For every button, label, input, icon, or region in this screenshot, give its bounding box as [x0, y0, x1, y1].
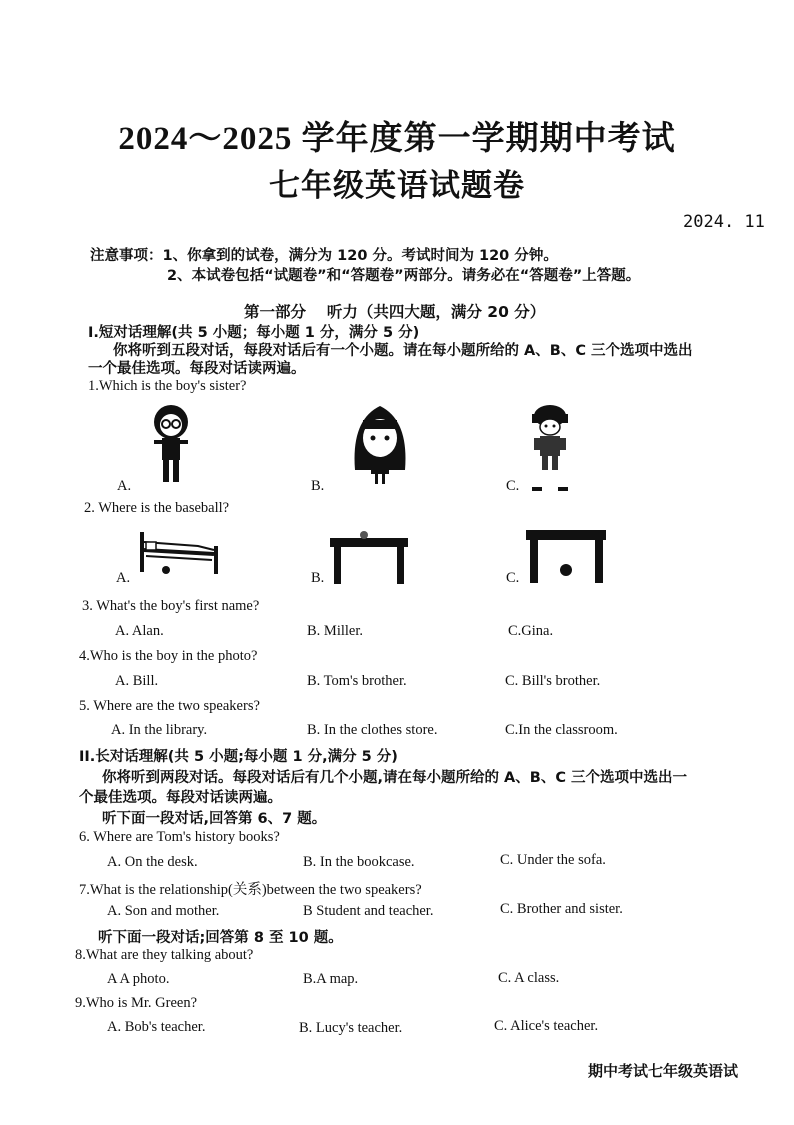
q9-option-b: B. Lucy's teacher. — [299, 1020, 403, 1036]
section2-instruction-2: 个最佳选项。每段对话读两遍。 — [79, 790, 282, 806]
girl-long-hair-picture — [349, 400, 411, 486]
question-6: 6. Where are Tom's history books? — [79, 829, 280, 845]
q6-option-b: B. In the bookcase. — [303, 854, 415, 870]
dialog-1-heading: 听下面一段对话,回答第 6、7 题。 — [102, 811, 327, 827]
q5-option-a: A. In the library. — [111, 722, 208, 738]
q5-option-b: B. In the clothes store. — [307, 722, 438, 738]
section1-heading: I.短对话理解(共 5 小题；每小题 1 分，满分 5 分) — [88, 325, 420, 341]
boy-with-glasses-picture — [146, 402, 196, 488]
section1-instruction-1: 你将听到五段对话，每段对话后有一个小题。请在每小题所给的 A、B、C 三个选项中选出 — [113, 343, 693, 359]
page-footer: 期中考试七年级英语试 — [588, 1062, 739, 1080]
question-5: 5. Where are the two speakers? — [79, 698, 260, 714]
exam-subtitle: 七年级英语试题卷 — [269, 168, 525, 203]
question-3: 3. What's the boy's first name? — [82, 598, 260, 614]
q1-option-c: C. — [506, 478, 520, 494]
q3-option-c: C.Gina. — [508, 623, 554, 639]
q2-option-a: A. — [116, 570, 131, 586]
small-child-picture — [522, 404, 578, 476]
q7-option-c: C. Brother and sister. — [500, 901, 623, 917]
part1-heading: 第一部分 听力（共四大题，满分 20 分） — [244, 303, 546, 321]
q1-option-b: B. — [311, 478, 325, 494]
q3-option-a: A. Alan. — [115, 623, 164, 639]
section2-instruction-1: 你将听到两段对话。每段对话后有几个小题,请在每小题所给的 A、B、C 三个选项中选出一 — [102, 770, 688, 786]
q9-option-c: C. Alice's teacher. — [494, 1018, 599, 1034]
q4-option-a: A. Bill. — [115, 673, 159, 689]
notice-line-2: 2、本试卷包括“试题卷”和“答题卷”两部分。请务必在“答题卷”上答题。 — [167, 268, 641, 284]
q9-option-a: A. Bob's teacher. — [107, 1019, 206, 1035]
q8-option-a: A A photo. — [107, 971, 170, 987]
dialog-2-heading: 听下面一段对话;回答第 8 至 10 题。 — [98, 930, 343, 946]
q5-option-c: C.In the classroom. — [505, 722, 618, 738]
table-with-ball-on-top-picture — [328, 530, 410, 586]
q2-option-c: C. — [506, 570, 520, 586]
shoes-mark — [532, 486, 572, 492]
question-4: 4.Who is the boy in the photo? — [79, 648, 258, 664]
exam-title: 2024～2025 学年度第一学期期中考试 — [118, 121, 676, 157]
q7-option-a: A. Son and mother. — [107, 903, 220, 919]
notice-line-1: 注意事项：1、你拿到的试卷，满分为 120 分。考试时间为 120 分钟。 — [90, 248, 558, 264]
q8-option-c: C. A class. — [498, 970, 560, 986]
question-2: 2. Where is the baseball? — [84, 500, 230, 516]
q6-option-a: A. On the desk. — [107, 854, 198, 870]
bed-with-ball-picture — [138, 528, 222, 578]
q6-option-c: C. Under the sofa. — [500, 852, 606, 868]
q1-option-a: A. — [117, 478, 132, 494]
question-7: 7.What is the relationship(关系)between the two speakers? — [79, 882, 422, 898]
q3-option-b: B. Miller. — [307, 623, 363, 639]
question-1: 1.Which is the boy's sister? — [88, 378, 247, 394]
table-with-ball-under-picture — [524, 528, 608, 586]
q7-option-b: B Student and teacher. — [303, 903, 434, 919]
question-9: 9.Who is Mr. Green? — [75, 995, 198, 1011]
q4-option-b: B. Tom's brother. — [307, 673, 407, 689]
section2-heading: II.长对话理解(共 5 小题;每小题 1 分,满分 5 分) — [79, 749, 398, 765]
q4-option-c: C. Bill's brother. — [505, 673, 601, 689]
q2-option-b: B. — [311, 570, 325, 586]
question-8: 8.What are they talking about? — [75, 947, 254, 963]
exam-date: 2024. 11 — [683, 212, 765, 232]
section1-instruction-2: 一个最佳选项。每段对话读两遍。 — [88, 361, 306, 377]
q8-option-b: B.A map. — [303, 971, 359, 987]
